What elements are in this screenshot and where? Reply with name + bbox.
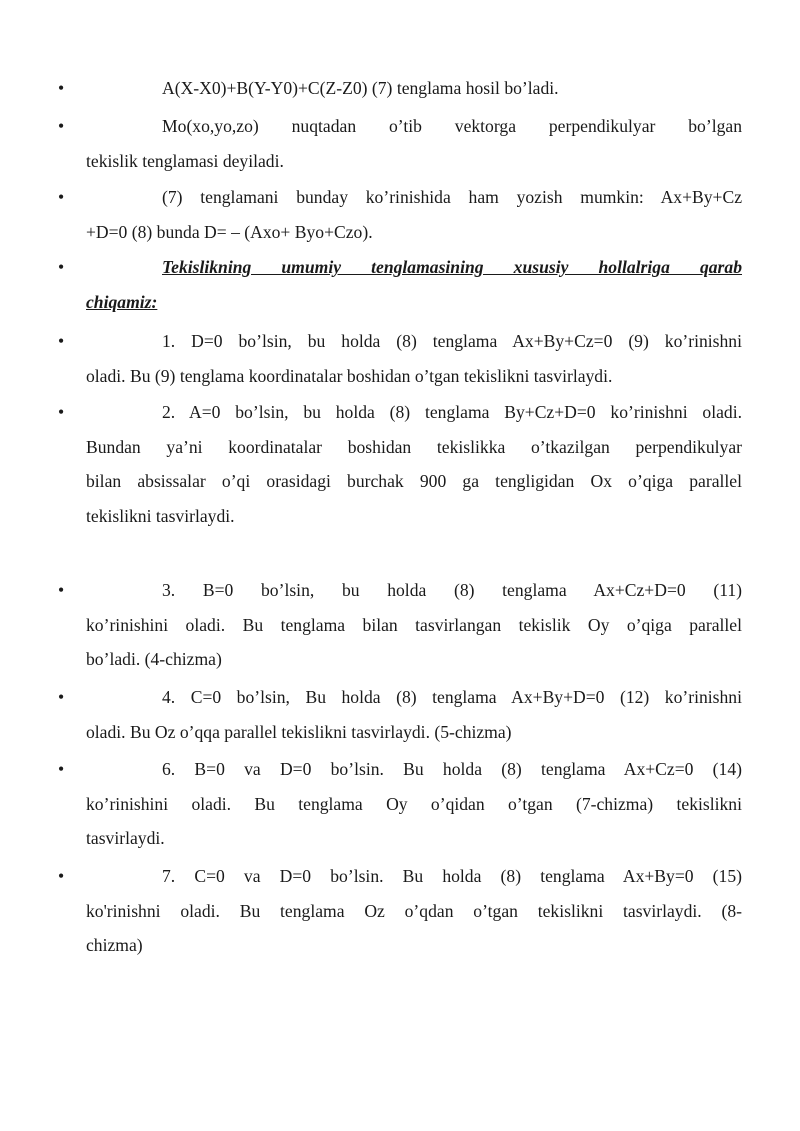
paragraph-line: A(X-X0)+B(Y-Y0)+C(Z-Z0) (7) tenglama hosil bo’ladi. [162, 78, 559, 98]
heading-line: chiqamiz: [86, 291, 158, 312]
paragraph-line: Bundan ya’ni koordinatalar boshidan tekislikka o’tkazilgan perpendikulyar [86, 436, 742, 457]
paragraph-line: ko’rinishini oladi. Bu tenglama bilan tasvirlangan tekislik Oy o’qiga parallel [86, 614, 742, 635]
list-item [86, 859, 742, 963]
paragraph-line: ko’rinishini oladi. Bu tenglama Oy o’qidan o’tgan (7-chizma) tekislikni [86, 793, 742, 814]
bullet-marker: • [58, 78, 65, 98]
paragraph-line: tasvirlaydi. [86, 828, 165, 848]
paragraph-line: chizma) [86, 935, 143, 955]
paragraph-line: bo’ladi. (4-chizma) [86, 649, 222, 669]
bullet-marker: • [58, 866, 65, 886]
section-heading [86, 250, 742, 319]
bullet-marker: • [58, 116, 65, 136]
list-item [86, 109, 742, 178]
paragraph-line: oladi. Bu Oz o’qqa parallel tekislikni tasvirlaydi. (5-chizma) [86, 721, 512, 742]
bullet-marker: • [58, 257, 65, 277]
paragraph-line: 7. C=0 va D=0 bo’lsin. Bu holda (8) tenglama Ax+By=0 (15) [162, 866, 742, 886]
paragraph-line: 2. A=0 bo’lsin, bu holda (8) tenglama By+Cz+D=0 ko’rinishni oladi. [162, 402, 742, 422]
paragraph-line: oladi. Bu (9) tenglama koordinatalar boshidan o’tgan tekislikni tasvirlaydi. [86, 365, 613, 386]
list-item [86, 324, 742, 393]
paragraph-line: 3. B=0 bo’lsin, bu holda (8) tenglama Ax+Cz+D=0 (11) [162, 580, 742, 600]
bullet-marker: • [58, 187, 65, 207]
paragraph-line: +D=0 (8) bunda D= – (Axo+ Byo+Czo). [86, 221, 373, 242]
list-item [86, 71, 742, 106]
list-item [86, 573, 742, 677]
heading-line: Tekislikning umumiy tenglamasining xususiy hollalriga qarab [162, 257, 742, 277]
bullet-marker: • [58, 402, 65, 422]
paragraph-line: 1. D=0 bo’lsin, bu holda (8) tenglama Ax+By+Cz=0 (9) ko’rinishni [162, 331, 742, 351]
list-item [86, 395, 742, 533]
bullet-marker: • [58, 580, 65, 600]
paragraph-line: (7) tenglamani bunday ko’rinishida ham yozish mumkin: Ax+By+Cz [162, 187, 742, 207]
paragraph-line: 4. C=0 bo’lsin, Bu holda (8) tenglama Ax+By+D=0 (12) ko’rinishni [162, 687, 742, 707]
paragraph-line: tekislikni tasvirlaydi. [86, 505, 235, 526]
paragraph-line: ko'rinishni oladi. Bu tenglama Oz o’qdan o’tgan tekislikni tasvirlaydi. (8- [86, 900, 742, 921]
bullet-marker: • [58, 687, 65, 707]
bullet-marker: • [58, 759, 65, 779]
list-item [86, 680, 742, 749]
list-item [86, 752, 742, 856]
paragraph-line: tekislik tenglamasi deyiladi. [86, 150, 284, 171]
bullet-marker: • [58, 331, 65, 351]
paragraph-line: 6. B=0 va D=0 bo’lsin. Bu holda (8) tenglama Ax+Cz=0 (14) [162, 759, 742, 779]
paragraph-line: Mo(xo,yo,zo) nuqtadan o’tib vektorga perpendikulyar bo’lgan [162, 116, 742, 136]
list-item [86, 180, 742, 249]
paragraph-line: bilan absissalar o’qi orasidagi burchak 900 ga tengligidan Ox o’qiga parallel [86, 471, 742, 491]
